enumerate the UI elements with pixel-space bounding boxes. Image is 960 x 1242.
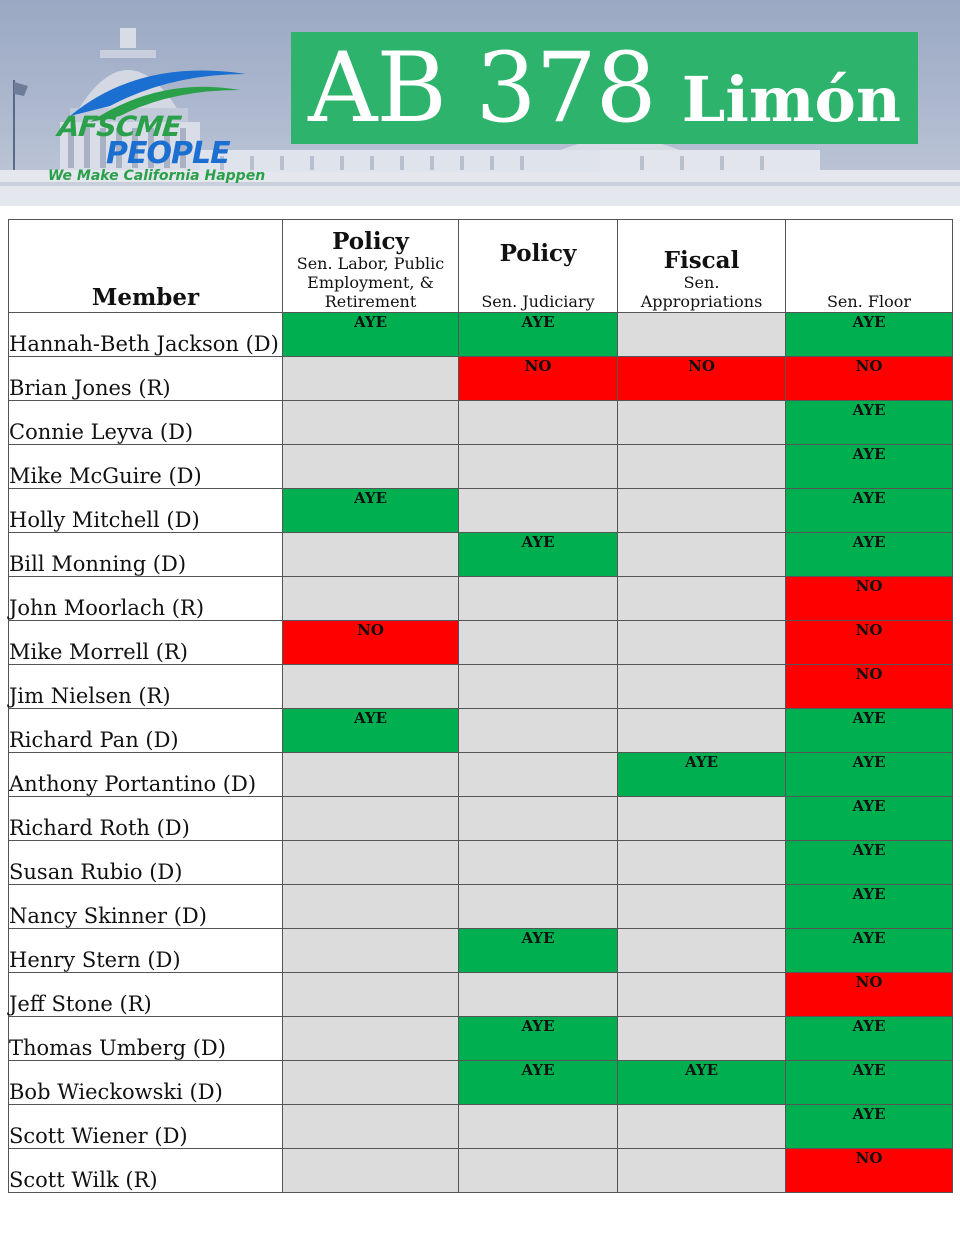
vote-cell-floor: AYE	[786, 533, 953, 577]
member-name: Connie Leyva (D)	[9, 401, 283, 445]
vote-cell-labor	[283, 401, 459, 445]
vote-cell-labor	[283, 1061, 459, 1105]
vote-cell-judiciary	[459, 1149, 618, 1193]
vote-cell-floor: NO	[786, 1149, 953, 1193]
vote-cell-appropriations	[618, 1017, 786, 1061]
header-floor-sub: Sen. Floor	[826, 292, 912, 311]
vote-cell-judiciary	[459, 665, 618, 709]
vote-cell-appropriations	[618, 577, 786, 621]
header-judiciary-committee	[459, 220, 618, 313]
table-row	[9, 973, 953, 1017]
vote-cell-labor	[283, 533, 459, 577]
member-name: Jim Nielsen (R)	[9, 665, 283, 709]
vote-cell-floor: AYE	[786, 753, 953, 797]
table-header-row	[9, 220, 953, 313]
table-row	[9, 401, 953, 445]
afscme-people-logo	[40, 66, 270, 186]
member-name: Brian Jones (R)	[9, 357, 283, 401]
table-row	[9, 929, 953, 973]
vote-cell-judiciary	[459, 797, 618, 841]
bill-number: AB 378	[308, 32, 656, 144]
bill-title-box	[291, 32, 918, 144]
member-name: Susan Rubio (D)	[9, 841, 283, 885]
member-name: Nancy Skinner (D)	[9, 885, 283, 929]
vote-cell-floor: AYE	[786, 489, 953, 533]
vote-cell-appropriations	[618, 489, 786, 533]
vote-cell-floor: AYE	[786, 401, 953, 445]
vote-cell-appropriations	[618, 401, 786, 445]
vote-cell-floor: AYE	[786, 1017, 953, 1061]
vote-cell-labor	[283, 357, 459, 401]
table-row	[9, 621, 953, 665]
member-name: Anthony Portantino (D)	[9, 753, 283, 797]
table-row	[9, 665, 953, 709]
vote-cell-labor: NO	[283, 621, 459, 665]
header-appropriations-committee	[618, 220, 786, 313]
header-labor-committee	[283, 220, 459, 313]
vote-cell-appropriations	[618, 709, 786, 753]
vote-cell-judiciary	[459, 841, 618, 885]
table-row	[9, 709, 953, 753]
vote-cell-appropriations: AYE	[618, 753, 786, 797]
vote-cell-judiciary	[459, 489, 618, 533]
header-appropriations-sub: Sen. Appropriations	[640, 273, 763, 311]
vote-cell-floor: AYE	[786, 929, 953, 973]
vote-cell-floor: AYE	[786, 709, 953, 753]
vote-cell-appropriations	[618, 445, 786, 489]
table-row	[9, 841, 953, 885]
vote-cell-judiciary: AYE	[459, 533, 618, 577]
vote-cell-labor	[283, 445, 459, 489]
table-row	[9, 533, 953, 577]
vote-cell-judiciary	[459, 973, 618, 1017]
table-row	[9, 489, 953, 533]
header-judiciary-sub: Sen. Judiciary	[481, 292, 595, 311]
table-row	[9, 357, 953, 401]
vote-cell-labor: AYE	[283, 709, 459, 753]
table-row	[9, 797, 953, 841]
vote-cell-labor: AYE	[283, 489, 459, 533]
vote-cell-floor: AYE	[786, 1061, 953, 1105]
vote-cell-appropriations	[618, 313, 786, 357]
table-row	[9, 445, 953, 489]
vote-cell-floor: AYE	[786, 1105, 953, 1149]
table-row	[9, 885, 953, 929]
vote-cell-labor	[283, 1105, 459, 1149]
member-name: Hannah-Beth Jackson (D)	[9, 313, 283, 357]
member-name: Richard Roth (D)	[9, 797, 283, 841]
member-name: Jeff Stone (R)	[9, 973, 283, 1017]
vote-cell-labor	[283, 797, 459, 841]
vote-cell-floor: NO	[786, 973, 953, 1017]
vote-cell-appropriations	[618, 797, 786, 841]
header-member-label: Member	[91, 284, 200, 311]
member-name: Holly Mitchell (D)	[9, 489, 283, 533]
vote-cell-judiciary	[459, 709, 618, 753]
vote-cell-judiciary	[459, 401, 618, 445]
vote-cell-appropriations	[618, 929, 786, 973]
vote-cell-judiciary: AYE	[459, 313, 618, 357]
member-name: Thomas Umberg (D)	[9, 1017, 283, 1061]
vote-cell-appropriations	[618, 973, 786, 1017]
vote-cell-appropriations	[618, 621, 786, 665]
vote-cell-judiciary	[459, 621, 618, 665]
table-row	[9, 577, 953, 621]
vote-cell-labor	[283, 665, 459, 709]
table-row	[9, 1149, 953, 1193]
header-appropriations-main: Fiscal	[663, 247, 740, 274]
vote-cell-labor	[283, 577, 459, 621]
logo-tagline: We Make California Happen	[48, 168, 266, 184]
header-judiciary-main: Policy	[499, 240, 577, 267]
vote-cell-judiciary	[459, 445, 618, 489]
vote-cell-labor	[283, 753, 459, 797]
vote-cell-judiciary: NO	[459, 357, 618, 401]
vote-cell-appropriations: AYE	[618, 1061, 786, 1105]
vote-cell-labor	[283, 1149, 459, 1193]
logo-afscme-text: AFSCME	[56, 110, 183, 143]
vote-cell-labor	[283, 885, 459, 929]
member-name: Henry Stern (D)	[9, 929, 283, 973]
vote-cell-appropriations	[618, 885, 786, 929]
header-labor-sub: Sen. Labor, Public Employment, & Retirement	[296, 254, 445, 311]
member-name: Richard Pan (D)	[9, 709, 283, 753]
vote-cell-judiciary	[459, 753, 618, 797]
vote-cell-floor: AYE	[786, 841, 953, 885]
vote-cell-judiciary	[459, 1105, 618, 1149]
vote-cell-labor: AYE	[283, 313, 459, 357]
member-name: Scott Wiener (D)	[9, 1105, 283, 1149]
vote-cell-labor	[283, 1017, 459, 1061]
vote-cell-appropriations	[618, 1105, 786, 1149]
member-name: Bob Wieckowski (D)	[9, 1061, 283, 1105]
vote-cell-appropriations	[618, 665, 786, 709]
member-name: Scott Wilk (R)	[9, 1149, 283, 1193]
vote-cell-floor: AYE	[786, 797, 953, 841]
vote-cell-floor: NO	[786, 621, 953, 665]
table-row	[9, 1061, 953, 1105]
vote-cell-appropriations	[618, 1149, 786, 1193]
header-floor	[786, 220, 953, 313]
member-name: Mike Morrell (R)	[9, 621, 283, 665]
member-name: John Moorlach (R)	[9, 577, 283, 621]
vote-cell-appropriations	[618, 533, 786, 577]
vote-cell-judiciary	[459, 577, 618, 621]
vote-cell-appropriations: NO	[618, 357, 786, 401]
table-row	[9, 1105, 953, 1149]
vote-cell-floor: AYE	[786, 885, 953, 929]
vote-cell-floor: AYE	[786, 445, 953, 489]
table-row	[9, 1017, 953, 1061]
vote-cell-judiciary: AYE	[459, 929, 618, 973]
vote-cell-labor	[283, 973, 459, 1017]
vote-cell-floor: NO	[786, 577, 953, 621]
vote-table-body	[9, 313, 953, 1193]
header-banner	[0, 0, 960, 206]
logo-people-text: PEOPLE	[106, 136, 230, 171]
table-row	[9, 313, 953, 357]
vote-cell-labor	[283, 841, 459, 885]
vote-cell-judiciary: AYE	[459, 1061, 618, 1105]
vote-record-table	[8, 219, 953, 1193]
vote-cell-labor	[283, 929, 459, 973]
header-member	[9, 220, 283, 313]
vote-cell-judiciary	[459, 885, 618, 929]
vote-cell-appropriations	[618, 841, 786, 885]
table-row	[9, 753, 953, 797]
member-name: Mike McGuire (D)	[9, 445, 283, 489]
vote-cell-judiciary: AYE	[459, 1017, 618, 1061]
vote-cell-floor: NO	[786, 357, 953, 401]
vote-cell-floor: NO	[786, 665, 953, 709]
vote-cell-floor: AYE	[786, 313, 953, 357]
member-name: Bill Monning (D)	[9, 533, 283, 577]
bill-author: Limón	[681, 63, 901, 136]
header-labor-main: Policy	[332, 228, 409, 255]
